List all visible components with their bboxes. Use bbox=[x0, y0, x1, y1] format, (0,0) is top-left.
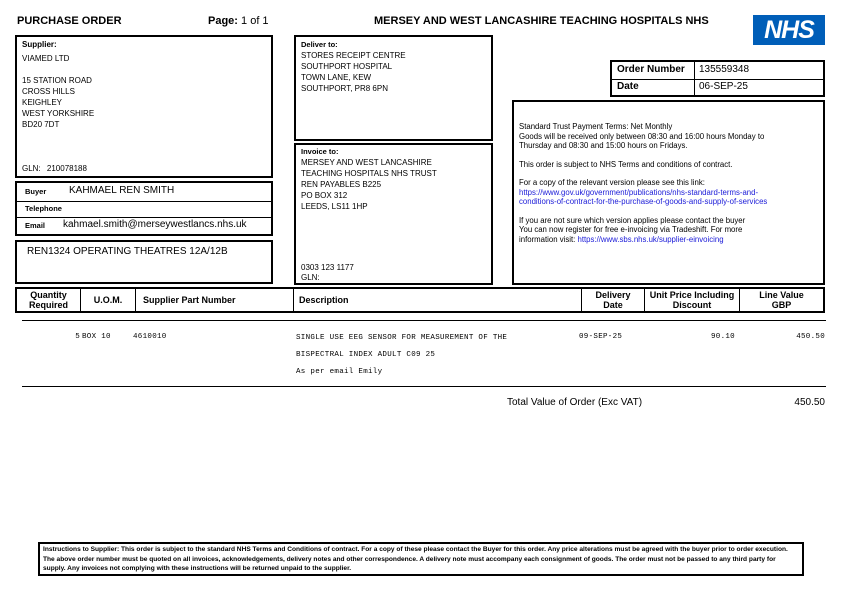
invoice-to-phone: 0303 123 1177 bbox=[301, 263, 354, 272]
payment-terms: Standard Trust Payment Terms: Net Monthly bbox=[519, 122, 673, 131]
invoice-to-line-1: MERSEY AND WEST LANCASHIRE bbox=[301, 158, 432, 167]
invoice-to-gln bbox=[301, 272, 320, 283]
header-separator bbox=[22, 320, 826, 321]
table-row bbox=[0, 333, 842, 383]
delivery-hours-2: Thursday and 08:30 and 15:00 hours on Fridays. bbox=[519, 141, 688, 150]
terms-text bbox=[519, 122, 824, 244]
deliver-to-box bbox=[294, 35, 493, 141]
header-quantity: Quantity Required bbox=[28, 290, 68, 310]
deliver-to-label: Deliver to: bbox=[301, 40, 338, 49]
telephone-label: Telephone bbox=[25, 204, 62, 213]
supplier-gln-label: GLN: bbox=[22, 164, 41, 173]
deliver-to-line-1: STORES RECEIPT CENTRE bbox=[301, 51, 406, 60]
buyer-box bbox=[15, 181, 273, 236]
deliver-to-line-2: SOUTHPORT HOSPITAL bbox=[301, 62, 393, 71]
deliver-to-line-4: SOUTHPORT, PR8 6PN bbox=[301, 84, 388, 93]
supplier-address-2: CROSS HILLS bbox=[22, 87, 75, 96]
supplier-name: VIAMED LTD bbox=[22, 54, 70, 63]
delivery-hours-1: Goods will be received only between 08:30 and 16:00 hours Monday to bbox=[519, 131, 765, 141]
supplier-gln bbox=[22, 163, 87, 174]
invoice-to-gln-label: GLN: bbox=[301, 273, 320, 282]
page-label: Page: bbox=[208, 15, 238, 27]
order-number-label: Order Number bbox=[617, 64, 685, 75]
einvoicing-note: You can now register for free e-invoicing via Tradeshift. For more bbox=[519, 225, 743, 234]
contact-buyer-note: If you are not sure which version applies please contact the buyer bbox=[519, 215, 746, 225]
telephone-row bbox=[17, 201, 271, 218]
terms-link-intro: For a copy of the relevant version please see this link: bbox=[519, 178, 705, 187]
supplier-label: Supplier: bbox=[22, 40, 57, 49]
nhs-logo bbox=[753, 15, 825, 45]
terms-link-part-2[interactable]: conditions-of-contract-for-the-purchase-of-goods-and-supply-of-services bbox=[519, 197, 768, 206]
einvoicing-visit-label: information visit: bbox=[519, 234, 578, 244]
header-unit-price: Unit Price Including Discount bbox=[644, 289, 739, 311]
order-date-value: 06-SEP-25 bbox=[699, 81, 748, 92]
row-description-line-1: SINGLE USE EEG SENSOR FOR MEASUREMENT OF THE bbox=[296, 334, 508, 342]
total-separator bbox=[22, 386, 826, 387]
invoice-to-line-4: PO BOX 312 bbox=[301, 191, 348, 200]
supplier-address-4: WEST YORKSHIRE bbox=[22, 109, 95, 118]
order-number-value: 135559348 bbox=[699, 64, 750, 75]
deliver-to-line-3: TOWN LANE, KEW bbox=[301, 73, 372, 82]
supplier-address-5: BD20 7DT bbox=[22, 120, 60, 129]
invoice-to-box bbox=[294, 143, 493, 285]
instructions-text: Instructions to Supplier: This order is subject to the standard NHS Terms and Conditions of contract. For a copy of these please contact the Buyer for this order. Any price alterations must be agreed with the buyer prior to order execution. The above order number must be quoted on all invoices, acknowledgements, delivery notes and other correspondence. A delivery note must accompany each consignment of goods. The order must not be passed to any third party for supply. Any invoices not complying with these instructions will be returned unpaid to the supplier. bbox=[43, 546, 788, 573]
row-uom: BOX 10 bbox=[82, 333, 111, 341]
row-unit-price: 90.10 bbox=[710, 333, 735, 341]
supplier-address-1: 15 STATION ROAD bbox=[22, 76, 92, 85]
invoice-to-line-2: TEACHING HOSPITALS NHS TRUST bbox=[301, 169, 437, 178]
header-line-value: Line Value GBP bbox=[739, 289, 823, 311]
header-description: Description bbox=[293, 289, 581, 311]
header-part-number: Supplier Part Number bbox=[135, 289, 293, 311]
row-delivery-date: 09-SEP-25 bbox=[579, 333, 623, 341]
einvoicing-link[interactable]: https://www.sbs.nhs.uk/supplier-einvoicing bbox=[577, 234, 724, 244]
buyer-label: Buyer bbox=[25, 187, 47, 196]
organisation-name: MERSEY AND WEST LANCASHIRE TEACHING HOSPITALS NHS bbox=[374, 15, 709, 27]
items-table-header bbox=[15, 287, 825, 313]
department-name: REN1324 OPERATING THEATRES 12A/12B bbox=[27, 246, 228, 257]
department-box bbox=[15, 240, 273, 284]
row-description-line-3: As per email Emily bbox=[296, 368, 383, 376]
row-part-number: 4610010 bbox=[133, 333, 167, 341]
supplier-address-3: KEIGHLEY bbox=[22, 98, 63, 107]
order-date-label: Date bbox=[617, 81, 639, 92]
email-value[interactable]: kahmael.smith@merseywestlancs.nhs.uk bbox=[63, 219, 247, 230]
document-title: PURCHASE ORDER bbox=[17, 15, 122, 27]
order-number-row bbox=[612, 62, 823, 80]
nhs-terms-note: This order is subject to NHS Terms and conditions of contract. bbox=[519, 159, 733, 169]
invoice-to-line-5: LEEDS, LS11 1HP bbox=[301, 202, 368, 211]
row-quantity: 5 bbox=[75, 333, 80, 341]
total-label: Total Value of Order (Exc VAT) bbox=[507, 397, 643, 408]
email-row bbox=[17, 217, 271, 234]
page-indicator bbox=[208, 15, 269, 27]
page-value: 1 of 1 bbox=[241, 15, 269, 27]
order-date-row bbox=[612, 79, 823, 95]
invoice-to-label: Invoice to: bbox=[301, 147, 339, 156]
nhs-logo-text: NHS bbox=[764, 15, 814, 44]
terms-link-part-1[interactable]: https://www.gov.uk/government/publications/nhs-standard-terms-and- bbox=[519, 187, 759, 197]
header-uom: U.O.M. bbox=[80, 289, 135, 311]
buyer-row bbox=[17, 183, 271, 202]
terms-box bbox=[512, 100, 825, 285]
order-info-box bbox=[610, 60, 825, 97]
invoice-to-line-3: REN PAYABLES B225 bbox=[301, 180, 382, 189]
instructions-box bbox=[38, 542, 804, 576]
row-description-line-2: BISPECTRAL INDEX ADULT C09 25 bbox=[296, 351, 436, 359]
email-label: Email bbox=[25, 221, 46, 230]
buyer-name: KAHMAEL REN SMITH bbox=[69, 185, 175, 196]
total-value: 450.50 bbox=[794, 397, 825, 408]
row-line-value: 450.50 bbox=[796, 333, 825, 341]
header-delivery-date: Delivery Date bbox=[581, 289, 644, 311]
supplier-box bbox=[15, 35, 273, 178]
supplier-gln-value: 210078188 bbox=[46, 164, 87, 173]
